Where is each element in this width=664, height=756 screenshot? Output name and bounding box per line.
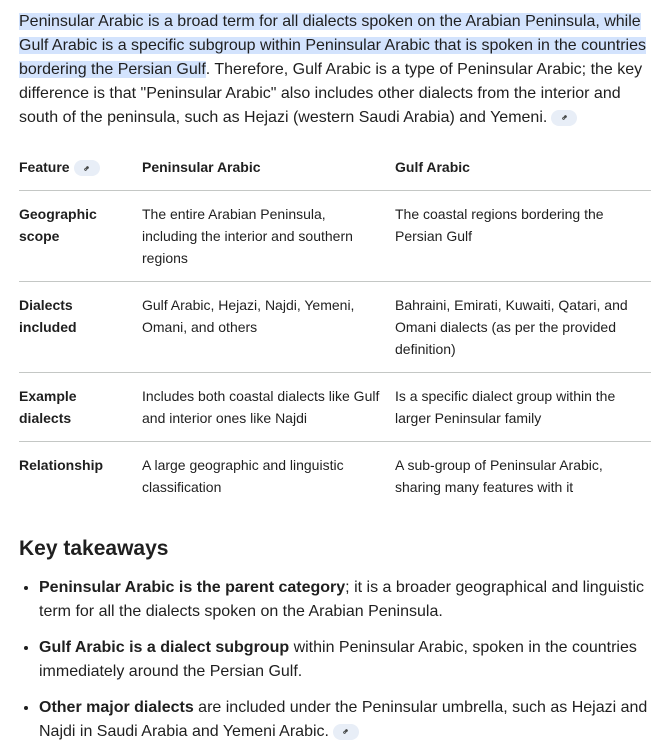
table-cell: Bahraini, Emirati, Kuwaiti, Qatari, and Omani dialects (as per the provided definition) [395,282,651,373]
table-cell: A large geographic and linguistic classification [142,457,344,495]
table-cell: The entire Arabian Peninsula, including the interior and southern regions [142,191,395,282]
table-cell: A sub-group of Peninsular Arabic, sharing many features with it [395,457,603,495]
link-icon [81,163,92,174]
list-item: • Gulf Arabic is a dialect subgroup within Peninsular Arabic, spoken in the countries immediately around the Persian Gulf. [39,636,651,684]
table-cell: Relationship [19,457,104,473]
table-cell: Example dialects [19,373,142,442]
table-header-row [19,156,651,191]
table-row [19,373,651,442]
table-cell: Gulf Arabic, Hejazi, Najdi, Yemeni, Omani, and others [142,282,395,373]
takeaway-source-link-button[interactable] [333,724,359,740]
header-gulf: Gulf Arabic [395,156,651,191]
source-link-button[interactable] [551,110,577,126]
header-peninsular: Peninsular Arabic [142,156,395,191]
table-cell: Dialects included [19,282,142,373]
table-cell: Is a specific dialect group within the larger Peninsular family [395,373,651,442]
intro-paragraph [19,10,651,130]
link-icon [559,112,570,123]
intro-rest: . Therefore, Gulf Arabic is a type of Peninsular Arabic; the key difference is that "Peninsular Arabic" also includes other dialects from the interior and south of the peninsula, such as Hejazi (western Saudi Arabia) and Yemeni. [19,61,643,126]
table-row [19,442,651,511]
link-icon [340,726,351,737]
table-source-link-button[interactable] [74,160,100,176]
table-row [19,282,651,373]
table-cell: Geographic scope [19,191,142,282]
response-content [19,0,651,756]
table-cell: The coastal regions bordering the Persian Gulf [395,191,651,282]
table-cell: Includes both coastal dialects like Gulf and interior ones like Najdi [142,373,395,442]
header-feature: Feature [19,156,142,191]
table-row [19,191,651,282]
takeaways-list [19,576,651,744]
comparison-table [19,156,651,510]
list-item: • Peninsular Arabic is the parent category; it is a broader geographical and linguistic term for all the dialects spoken on the Arabian Peninsula. [39,576,651,624]
takeaways-heading: Key takeaways [19,537,169,560]
highlighted-text[interactable]: Peninsular Arabic is a broad term for all dialects spoken on the Arabian Peninsula, while Gulf Arabic is a specific subgroup within Peninsular Arabic that is spoken in the countries bordering the Persian Gulf [19,13,646,78]
list-item: • Other major dialects are included under the Peninsular umbrella, such as Hejazi and Najdi in Saudi Arabia and Yemeni Arabic. [39,696,651,744]
